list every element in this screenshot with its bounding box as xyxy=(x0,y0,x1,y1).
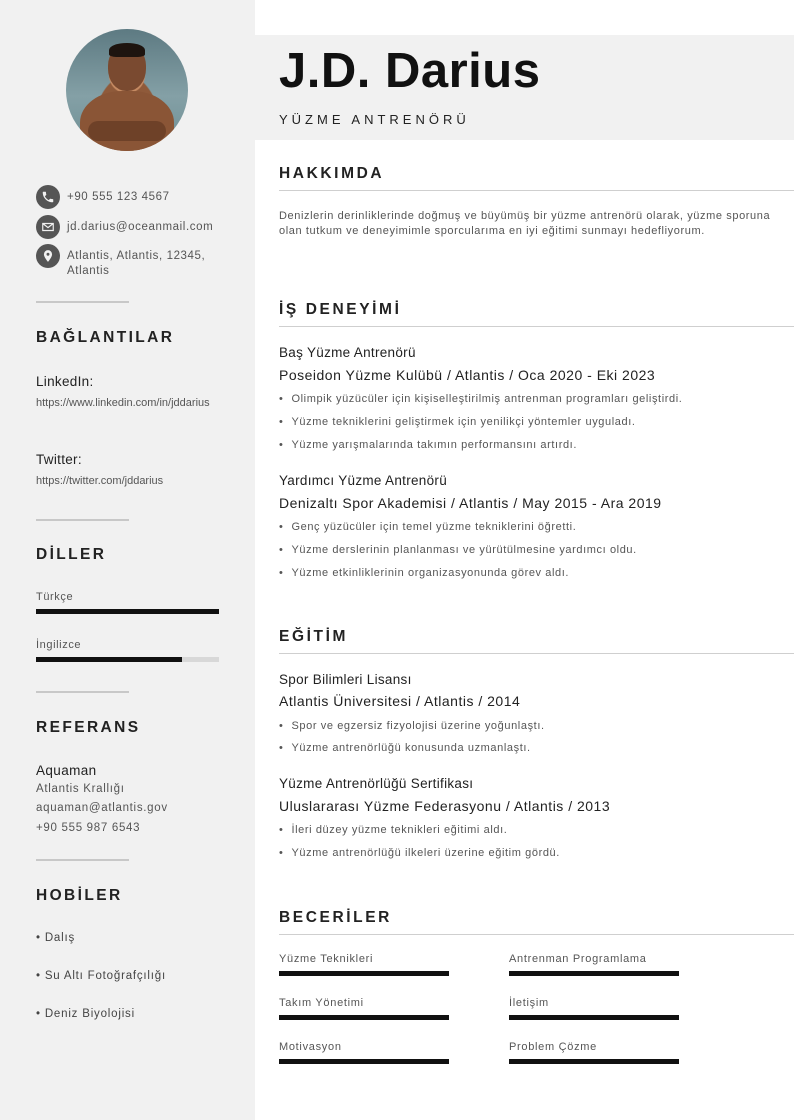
experience-heading: İŞ DENEYİMİ xyxy=(279,301,402,318)
skill-bar xyxy=(279,1059,449,1064)
education-subtitle: Uluslararası Yüzme Federasyonu / Atlantis / 2013 xyxy=(279,798,611,814)
sidebar xyxy=(0,0,255,1120)
education-bullet: • Spor ve egzersiz fizyolojisi üzerine yoğunlaştı. xyxy=(279,720,545,732)
twitter-url[interactable]: https://twitter.com/jddarius xyxy=(36,475,164,487)
skill-label: İletişim xyxy=(509,997,549,1009)
education-bullet: • İleri düzey yüzme teknikleri eğitimi aldı. xyxy=(279,824,507,836)
address-text: Atlantis, Atlantis, 12345, Atlantis xyxy=(67,250,206,277)
education-title: Yüzme Antrenörlüğü Sertifikası xyxy=(279,776,474,791)
links-heading: BAĞLANTILAR xyxy=(36,329,175,346)
phone-text: +90 555 123 4567 xyxy=(67,191,170,203)
skill-label: Antrenman Programlama xyxy=(509,953,647,965)
location-pin-icon xyxy=(36,244,60,268)
phone-icon xyxy=(36,185,60,209)
divider xyxy=(36,519,129,521)
section-rule xyxy=(279,190,794,191)
linkedin-url[interactable]: https://www.linkedin.com/in/jddarius xyxy=(36,397,210,409)
language-english-bar xyxy=(36,657,219,662)
twitter-label: Twitter: xyxy=(36,452,82,467)
languages-heading: DİLLER xyxy=(36,546,107,563)
contact-phone xyxy=(36,185,217,209)
language-english-label: İngilizce xyxy=(36,639,82,651)
skill-bar xyxy=(279,1015,449,1020)
experience-title: Yardımcı Yüzme Antrenörü xyxy=(279,473,448,488)
skill-label: Problem Çözme xyxy=(509,1041,597,1053)
divider xyxy=(36,301,129,303)
header xyxy=(255,35,794,140)
skill-bar xyxy=(279,971,449,976)
language-turkish-bar xyxy=(36,609,219,614)
divider xyxy=(36,859,129,861)
hobby-item: • Dalış xyxy=(36,932,76,944)
references-heading: REFERANS xyxy=(36,719,141,736)
experience-bullet: • Yüzme derslerinin planlanması ve yürütülmesine yardımcı oldu. xyxy=(279,544,637,556)
education-subtitle: Atlantis Üniversitesi / Atlantis / 2014 xyxy=(279,693,521,709)
skill-bar xyxy=(509,971,679,976)
education-bullet: • Yüzme antrenörlüğü ilkeleri üzerine eğitim gördü. xyxy=(279,847,560,859)
section-rule xyxy=(279,934,794,935)
reference-phone: +90 555 987 6543 xyxy=(36,822,141,834)
skills-heading: BECERİLER xyxy=(279,909,392,926)
contact-address xyxy=(36,244,217,279)
experience-subtitle: Poseidon Yüzme Kulübü / Atlantis / Oca 2020 - Eki 2023 xyxy=(279,367,656,383)
contact-email xyxy=(36,215,217,239)
email-text: jd.darius@oceanmail.com xyxy=(67,221,214,233)
experience-bullet: • Olimpik yüzücüler için kişiselleştirilmiş antrenman programları geliştirdi. xyxy=(279,393,682,405)
divider xyxy=(36,691,129,693)
skill-label: Takım Yönetimi xyxy=(279,997,364,1009)
reference-email: aquaman@atlantis.gov xyxy=(36,802,168,814)
language-turkish-label: Türkçe xyxy=(36,591,74,603)
hobbies-heading: HOBİLER xyxy=(36,887,123,904)
experience-bullet: • Yüzme yarışmalarında takımın performansını artırdı. xyxy=(279,439,577,451)
about-heading: HAKKIMDA xyxy=(279,165,385,182)
hobby-item: • Deniz Biyolojisi xyxy=(36,1008,135,1020)
skill-bar xyxy=(509,1059,679,1064)
skill-label: Motivasyon xyxy=(279,1041,342,1053)
education-heading: EĞİTİM xyxy=(279,628,348,645)
linkedin-label: LinkedIn: xyxy=(36,374,94,389)
education-bullet: • Yüzme antrenörlüğü konusunda uzmanlaştı. xyxy=(279,742,531,754)
person-name: J.D. Darius xyxy=(279,44,541,98)
section-rule xyxy=(279,653,794,654)
main-content xyxy=(255,0,794,1120)
experience-bullet: • Yüzme etkinliklerinin organizasyonunda görev aldı. xyxy=(279,567,569,579)
skill-label: Yüzme Teknikleri xyxy=(279,953,374,965)
education-title: Spor Bilimleri Lisansı xyxy=(279,672,412,687)
avatar xyxy=(66,29,188,151)
about-text: Denizlerin derinliklerinde doğmuş ve büyümüş bir yüzme antrenörü olarak, yüzme sporuna olan tutkum ve deneyimimle sporcularıma en iyi eğitimi sunmayı hedefliyorum. xyxy=(279,210,771,237)
experience-bullet: • Genç yüzücüler için temel yüzme tekniklerini öğretti. xyxy=(279,521,576,533)
experience-subtitle: Denizaltı Spor Akademisi / Atlantis / May 2015 - Ara 2019 xyxy=(279,495,662,511)
job-title: YÜZME ANTRENÖRÜ xyxy=(279,112,470,127)
section-rule xyxy=(279,326,794,327)
experience-bullet: • Yüzme tekniklerini geliştirmek için yenilikçi yöntemler uyguladı. xyxy=(279,416,636,428)
reference-name: Aquaman xyxy=(36,763,97,778)
skill-bar xyxy=(509,1015,679,1020)
hobby-item: • Su Altı Fotoğrafçılığı xyxy=(36,970,166,982)
reference-org: Atlantis Krallığı xyxy=(36,783,125,795)
mail-icon xyxy=(36,215,60,239)
experience-title: Baş Yüzme Antrenörü xyxy=(279,345,416,360)
